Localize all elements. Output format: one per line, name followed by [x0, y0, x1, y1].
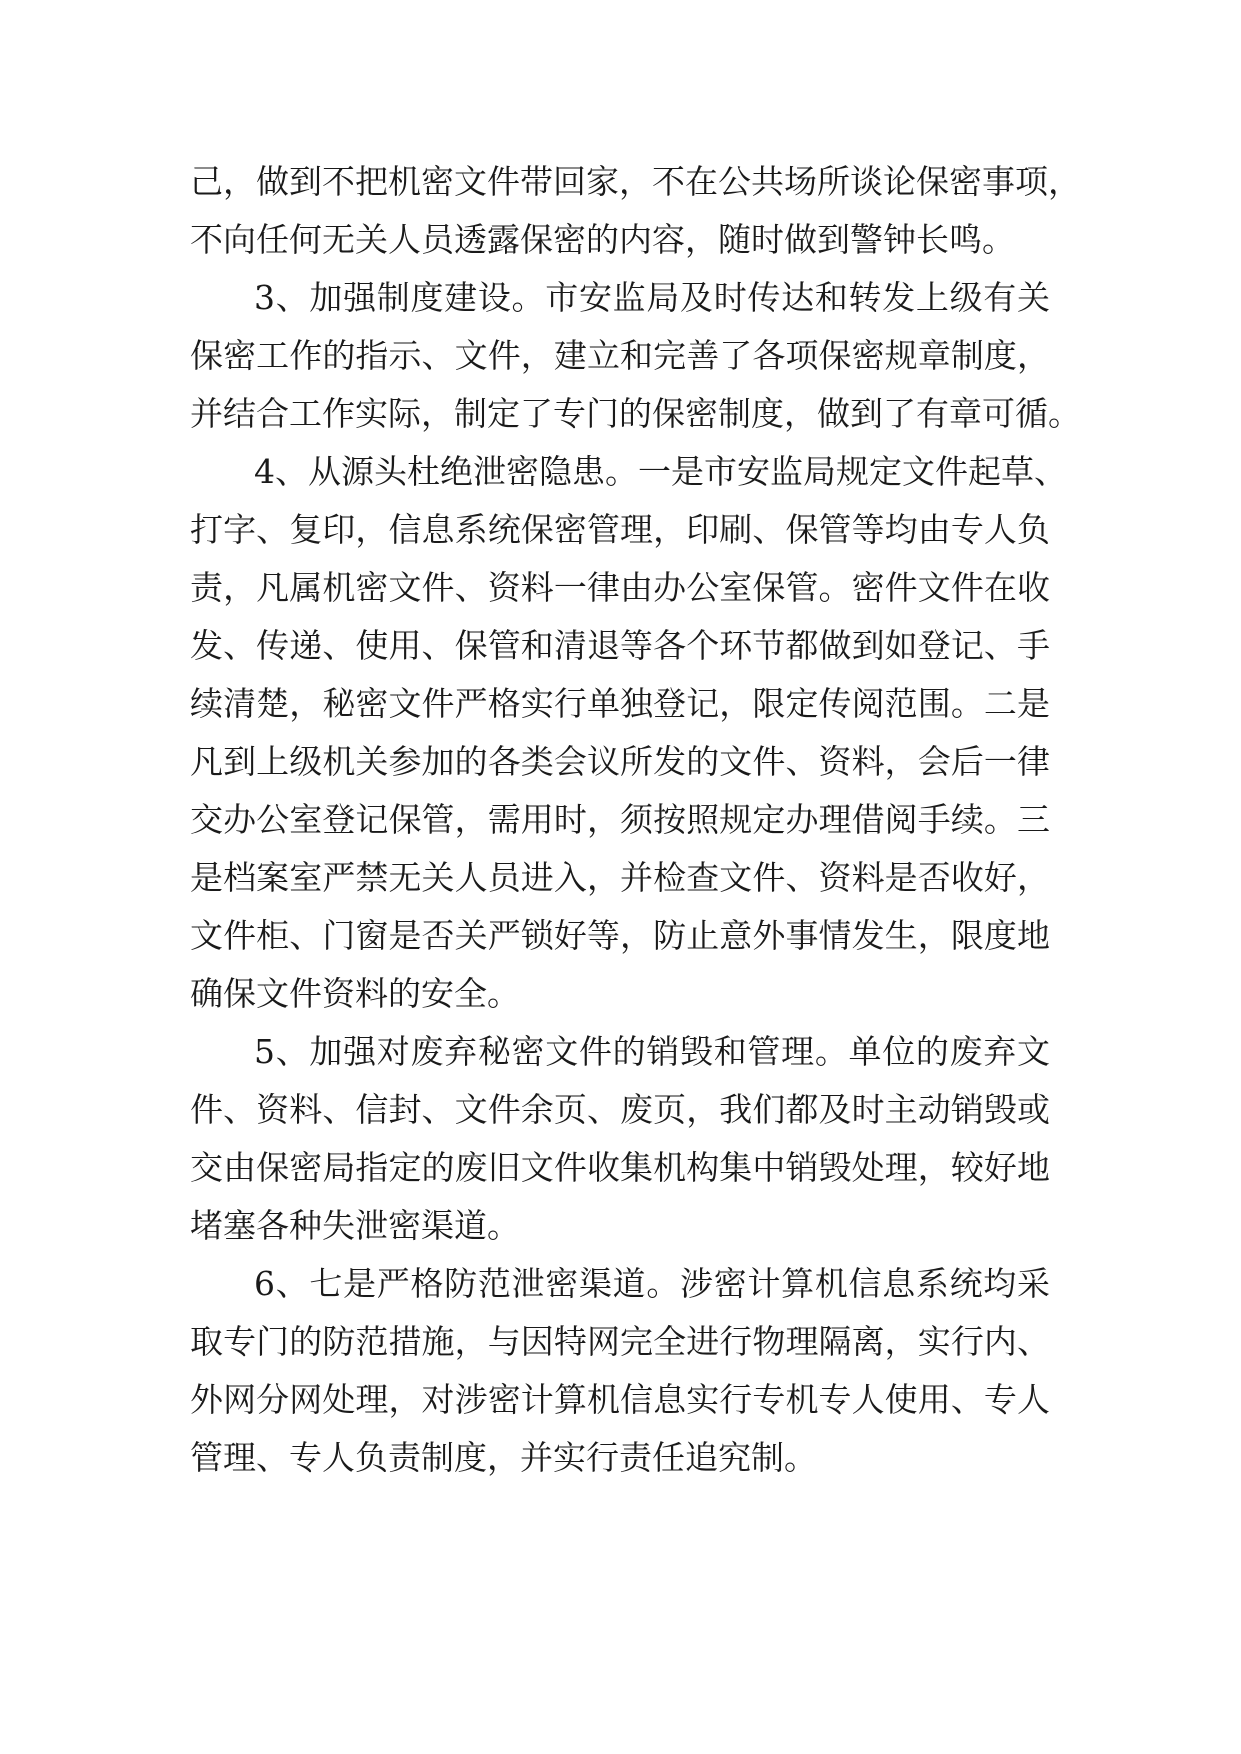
- body-text: [190, 153, 1081, 1487]
- text-line: 续清楚，秘密文件严格实行单独登记，限定传阅范围。二是: [190, 684, 1050, 723]
- text-line: 件、资料、信封、文件余页、废页，我们都及时主动销毁或: [190, 1090, 1050, 1129]
- text-line: 取专门的防范措施，与因特网完全进行物理隔离，实行内、: [190, 1322, 1050, 1361]
- text-line: 不向任何无关人员透露保密的内容，随时做到警钟长鸣。: [190, 220, 1015, 259]
- text-line: 确保文件资料的安全。: [190, 974, 520, 1013]
- text-line: 3、加强制度建设。市安监局及时传达和转发上级有关: [254, 278, 1050, 317]
- text-line: 外网分网处理，对涉密计算机信息实行专机专人使用、专人: [190, 1380, 1050, 1419]
- text-line: 保密工作的指示、文件，建立和完善了各项保密规章制度，: [190, 336, 1050, 375]
- text-line: 是档案室严禁无关人员进入，并检查文件、资料是否收好，: [190, 858, 1050, 897]
- text-line: 并结合工作实际，制定了专门的保密制度，做到了有章可循。: [190, 394, 1081, 433]
- text-line: 打字、复印，信息系统保密管理，印刷、保管等均由专人负: [190, 510, 1050, 549]
- text-line: 管理、专人负责制度，并实行责任追究制。: [190, 1438, 817, 1477]
- text-line: 交办公室登记保管，需用时，须按照规定办理借阅手续。三: [190, 800, 1050, 839]
- text-line: 堵塞各种失泄密渠道。: [190, 1206, 520, 1245]
- text-line: 己，做到不把机密文件带回家，不在公共场所谈论保密事项，: [190, 162, 1081, 201]
- text-line: 凡到上级机关参加的各类会议所发的文件、资料，会后一律: [190, 742, 1050, 781]
- text-line: 6、七是严格防范泄密渠道。涉密计算机信息系统均采: [254, 1264, 1050, 1303]
- text-line: 责，凡属机密文件、资料一律由办公室保管。密件文件在收: [190, 568, 1050, 607]
- text-line: 发、传递、使用、保管和清退等各个环节都做到如登记、手: [190, 626, 1050, 665]
- text-line: 4、从源头杜绝泄密隐患。一是市安监局规定文件起草、: [254, 452, 1067, 491]
- text-line: 文件柜、门窗是否关严锁好等，防止意外事情发生，限度地: [190, 916, 1050, 955]
- text-line: 5、加强对废弃秘密文件的销毁和管理。单位的废弃文: [254, 1032, 1050, 1071]
- text-line: 交由保密局指定的废旧文件收集机构集中销毁处理，较好地: [190, 1148, 1050, 1187]
